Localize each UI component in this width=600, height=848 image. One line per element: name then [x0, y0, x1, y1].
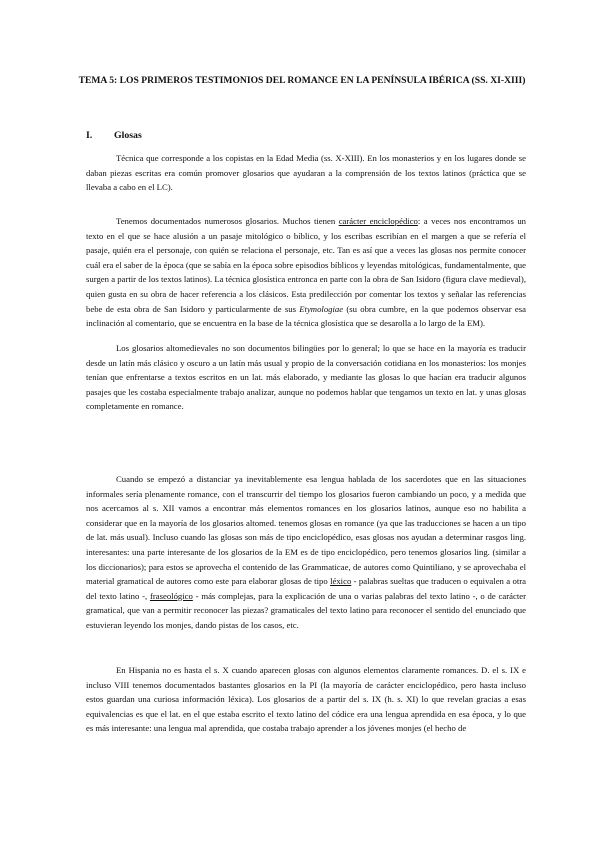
paragraph-4-text-c: - más complejas, para la explicación de una o varias palabras del texto latino -, o de carácter gramatical, que van a permitir reconocer las piezas? gramaticales del texto latino para reconocer el sentido del enunciado que estuvieran leyendo los monjes, dando pistas de los casos, etc. — [86, 590, 526, 630]
section-number: I. — [86, 130, 93, 141]
paragraph-4-text-b: - palabras sueltas que traducen o equivalen a otra del texto latino -, — [86, 576, 526, 601]
paragraph-4 — [86, 472, 526, 633]
underlined-term-lexico: léxico — [330, 576, 352, 587]
italic-title-etymologiae: Etymologiae — [299, 303, 344, 314]
paragraph-2 — [86, 214, 526, 331]
paragraph-2-text-a: Tenemos documentados numerosos glosarios. Muchos tienen — [116, 216, 339, 226]
section-label: Glosas — [114, 130, 142, 141]
section-heading — [86, 129, 142, 143]
underlined-term-caracter-enciclopedico: carácter enciclopédico — [338, 216, 418, 226]
paragraph-2-text-b: : a veces nos encontramos un texto en el que se hace alusión a un pasaje mitológico o bíblico, y los escribas escribían en el margen a que se refería el pasaje, quién era el personaje, con quién se relaciona el personaje, etc. Tan es así que a veces las glosas nos permite conocer cuál era el saber de la época (que se sabía en la época sobre episodios bíblicos y leyendas mitológicas, fundamentalmente, que surgen a partir de los textos latinos). La técnica glosística entronca en parte con la obra de San Isidoro (figura clave medieval), quien gusta en su obra de hacer referencia a los clásicos. Esta predilección por comentar los textos y señalar las referencias bebe de esta obra de San Isidoro y particularmente de sus — [86, 216, 527, 314]
document-title: TEMA 5: LOS PRIMEROS TESTIMONIOS DEL ROMANCE EN LA PENÍNSULA IBÉRICA (SS. XI-XIII) — [78, 75, 526, 86]
paragraph-4-text-a: Cuando se empezó a distanciar ya inevitablemente esa lengua hablada de los sacerdotes que en las situaciones informales sería plenamente romance, con el transcurrir del tiempo los glosarios fueron cambiando un poco, y a medida que nos acercamos al s. XII vamos a encontrar más elementos romances en los glosarios latinos, aunque eso no habilita a considerar que en la mayoría de los glosarios altomed. tenemos glosas en romance (ya que las traducciones se hacen a un tipo de lat. más usual). Incluso cuando las glosas son más de tipo enciclopédico, esas glosas nos ayudan a determinar rasgos ling. interesantes: una parte interesante de los glosarios de la EM es de tipo enciclopédico, pero tenemos glosarios ling. (similar a los diccionarios); para estos se aprovecha el contenido de las Grammaticae, de autores como Quintiliano, y se aprovechaba el material gramatical de autores como este para elaborar glosas de tipo — [86, 474, 526, 587]
paragraph-2-text-c: (su obra cumbre, en la que podemos observar esa inclinación al comentario, que se encuentra en la base de la técnica glosística que se desarolla a lo largo de la EM). — [86, 303, 526, 329]
paragraph-3: Los glosarios altomedievales no son documentos bilingües por lo general; lo que se hace en la mayoría es traducir desde un latín más clásico y oscuro a un latín más usual y propio de la conversación cotidiana en los monasterios: los monjes tenían que enfrentarse a textos escritos en un lat. más elaborado, y mediante las glosas lo que hacían era traducir algunos pasajes que les costaba especialmente trabajo analizar, aunque no podemos hablar que tengamos un texto en lat. y unas glosas completamente en romance. — [86, 343, 526, 412]
underlined-term-fraseologico: fraseológico — [149, 590, 193, 601]
paragraph-1: Técnica que corresponde a los copistas en la Edad Media (ss. X-XIII). En los monasterios y en los lugares donde se daban piezas escritas era común promover glosarios que ayudaran a la comprensión de los textos latinos (práctica que se llevaba a cabo en el LC). — [86, 153, 526, 193]
paragraph-5: En Hispania no es hasta el s. X cuando aparecen glosas con algunos elementos claramente romances. D. el s. IX e incluso VIII tenemos documentados bastantes glosarios en la PI (la mayoría de carácter enciclopédico, pero hasta incluso estos guardan una curiosa información léxica). Los glosarios de a partir del s. IX (h. s. XI) lo que revelan gracias a esas equivalencias es que el lat. en el que estaba escrito el texto latino del códice era una lengua aprendida en esa época, y lo que es más interesante: una lengua mal aprendida, que costaba trabajo aprender a los jóvenes monjes (el hecho de — [86, 665, 526, 734]
